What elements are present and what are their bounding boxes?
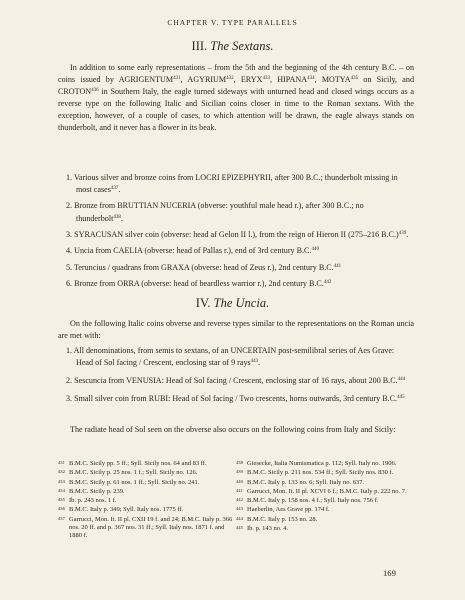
footnote-text: B.M.C. Sicily p. 239.	[69, 487, 125, 495]
footnote-text: Ib. p. 243 nos. 1 f.	[69, 497, 117, 505]
uncia-coin-list	[66, 345, 412, 411]
sol-closing-paragraph: The radiate head of Sol seen on the obverse also occurs on the following coins from Italy and Sicily:	[70, 425, 396, 434]
footnote-ref: 437	[110, 186, 119, 192]
text-run: 1. All denominations, from semis to sextans, of an UNCERTAIN post-semilibral series of Aes Grave: Head of Sol facing / Crescent, enclosing star of 9 rays	[66, 346, 395, 368]
text-run: .	[406, 229, 409, 239]
uncia-intro-paragraph: On the following Italic coins obverse and reverse types similar to the representations on the Roman uncia are met with:	[58, 319, 414, 341]
footnote-text: Garrucci, Mon. It. II pl. XCVI 6 f.; B.M.C. Italy p. 222 no. 7.	[247, 487, 407, 495]
footnotes-left-column	[58, 459, 234, 541]
footnote-text: B.M.C. Sicily p. 211 nos. 534 ff.; Syll. Sicily nos. 830 f.	[247, 469, 394, 477]
coin-list-item	[66, 345, 412, 369]
text-run: 4. Uncia from CAELIA (obverse: head of Pallas r.), end of 3rd century B.C.	[66, 246, 312, 256]
coin-list-item	[66, 262, 412, 274]
text-run: , HIPANA	[269, 75, 308, 85]
text-run: 6. Bronze from ORRA (obverse: head of beardless warrior r.), 2nd century B.C.	[66, 279, 324, 289]
text-run: .	[118, 185, 121, 195]
coin-list-item	[66, 278, 412, 290]
footnote-number: 445	[236, 525, 243, 531]
footnote-ref: 444	[397, 377, 406, 383]
coin-list-item	[66, 245, 412, 257]
footnote-ref: 440	[311, 247, 319, 253]
footnote-text: B.M.C. Sicily pp. 5 ff.; Syll. Sicily nos. 64 and 83 ff.	[69, 460, 207, 467]
footnote-ref: 441	[333, 263, 342, 269]
text-run: on Sicily, and CROTON	[58, 75, 414, 97]
footnote-number: 431	[58, 460, 65, 465]
footnote	[236, 505, 414, 514]
footnote	[236, 487, 414, 496]
coin-list-item	[66, 172, 412, 196]
section-number: IV.	[195, 296, 211, 310]
footnote-number: 441	[236, 487, 243, 493]
footnote-number: 438	[236, 460, 243, 465]
footnote-text: B.M.C. Italy p. 349; Syll. Italy nos. 1775 ff.	[69, 506, 184, 514]
text-run: 2. Sescuncia from VENUSIA: Head of Sol facing / Crescent, enclosing star of 16 rays, about 200 B.C.	[66, 376, 398, 386]
footnote	[58, 468, 234, 477]
sextans-intro-paragraph	[58, 62, 414, 134]
footnote-text: B.M.C. Sicily p. 61 nos. 1 ff.; Syll. Sicily no. 241.	[69, 478, 200, 486]
footnote-text: B.M.C. Sicily p. 25 nos. 1 f.; Syll. Sicily no. 126.	[69, 469, 198, 477]
footnote	[58, 487, 234, 496]
footnote-ref: 431	[173, 76, 181, 82]
text-run: 1. Various silver and bronze coins from LOCRI EPIZEPHYRII, after 300 B.C.; thunderbolt missing in most cases	[66, 173, 398, 195]
footnote-text: Haeberlin, Aes Grave pp. 174 f.	[247, 506, 330, 514]
footnote	[236, 468, 414, 477]
footnote-number: 442	[236, 497, 243, 503]
text-run: .	[258, 358, 261, 368]
footnote	[236, 478, 414, 487]
footnote-number: 439	[236, 469, 243, 475]
text-run: In addition to some early representations – from the 5th and the beginning of the 4th century B.C. – on coins issued by AGRIGENTUM	[58, 63, 414, 85]
section-title: The Uncia.	[213, 296, 270, 310]
section-title: The Sextans.	[210, 39, 274, 53]
footnote-text: B.M.C. Italy p. 133 no. 6; Syll. Italy no. 637.	[247, 478, 365, 486]
running-head: CHAPTER V. TYPE PARALLELS	[167, 18, 298, 27]
text-run: 3. Small silver coin from RUBI: Head of Sol facing / Two crescents, horns outwards, 3rd century B.C.	[66, 394, 398, 404]
footnote-text: Garrucci, Mon. It. II pl. CXII 19 f. and 24; B.M.C. Italy p. 366 nos. 20 ff. and p. 367 nos. 31 ff.; Syll. Italy nos. 1871 f. and 1880 f.	[69, 515, 233, 540]
page-number: 169	[383, 568, 396, 578]
footnote-text: B.M.C. Italy p. 153 no. 28.	[247, 515, 318, 523]
footnote-number: 443	[236, 506, 243, 512]
text-run: , ERYX	[233, 75, 263, 85]
coin-list-item	[66, 229, 412, 241]
section-number: III.	[191, 39, 208, 53]
footnote	[58, 496, 234, 505]
section-heading-uncia	[0, 296, 465, 311]
coin-list-item	[66, 200, 412, 224]
footnote	[58, 505, 234, 514]
footnote	[236, 515, 414, 524]
text-run: in Southern Italy, the eagle turned sideways with unturned head and closed wings occurs as a reverse type on the following Italic and Sicilian coins closer in time to the Roman sextans. With the exception, however, of a couple of cases, to which attention will be drawn, the eagle always stands on thunderbolt, and it never has a flower in its beak.	[58, 87, 414, 133]
footnote-ref: 435	[350, 76, 359, 82]
text-run: 2. Bronze from BRUTTIAN NUCERIA (obverse: youthful male head r.), after 300 B.C.; no thunderbolt	[66, 201, 364, 223]
coin-list-item	[66, 375, 412, 387]
footnote-text: Giesecke, Italia Numismatica p. 112; Syll. Italy no. 1906.	[247, 460, 397, 467]
footnote-number: 440	[236, 478, 243, 484]
footnote-number: 444	[236, 515, 243, 521]
footnote	[58, 459, 234, 468]
footnote	[58, 478, 234, 487]
footnote-text: Ib. p. 143 no. 4.	[247, 525, 289, 533]
text-run: .	[120, 213, 123, 223]
footnote-ref: 443	[250, 359, 259, 365]
footnote	[236, 496, 414, 505]
footnote	[236, 459, 414, 468]
footnote-ref: 442	[323, 280, 332, 286]
text-run: 3. SYRACUSAN silver coin (obverse: head af Gelon II l.), from the reign of Hieron II (275–216 B.C.)	[66, 229, 399, 239]
footnote-ref: 438	[113, 214, 121, 220]
footnote-number: 433	[58, 478, 65, 484]
text-run: 5. Teruncius / quadrans from GRAXA (obverse: head of Zeus r.), 2nd century B.C.	[66, 262, 334, 272]
footnote-ref: 439	[398, 230, 407, 236]
footnote-ref: 434	[307, 76, 315, 82]
footnote	[236, 524, 414, 533]
footnote-ref: 445	[397, 395, 405, 401]
text-run: , MOTYA	[314, 75, 351, 85]
footnote-ref: 433	[262, 76, 270, 82]
footnote-number: 432	[58, 469, 65, 475]
footnote-number: 434	[58, 487, 65, 493]
sextans-coin-list	[66, 172, 412, 295]
footnote-number: 435	[58, 497, 65, 503]
footnotes-right-column	[236, 459, 414, 533]
footnote-text: B.M.C. Italy p. 158 nos. 4 f.; Syll. Italy nos. 756 f.	[247, 497, 379, 505]
footnote	[58, 515, 234, 541]
coin-list-item	[66, 393, 412, 405]
section-heading-sextans	[0, 39, 465, 54]
footnote-number: 436	[58, 506, 65, 512]
footnote-ref: 432	[226, 76, 234, 82]
footnote-ref: 436	[91, 88, 99, 94]
footnote-number: 437	[58, 515, 65, 521]
text-run: , AGYRIUM	[180, 75, 227, 85]
